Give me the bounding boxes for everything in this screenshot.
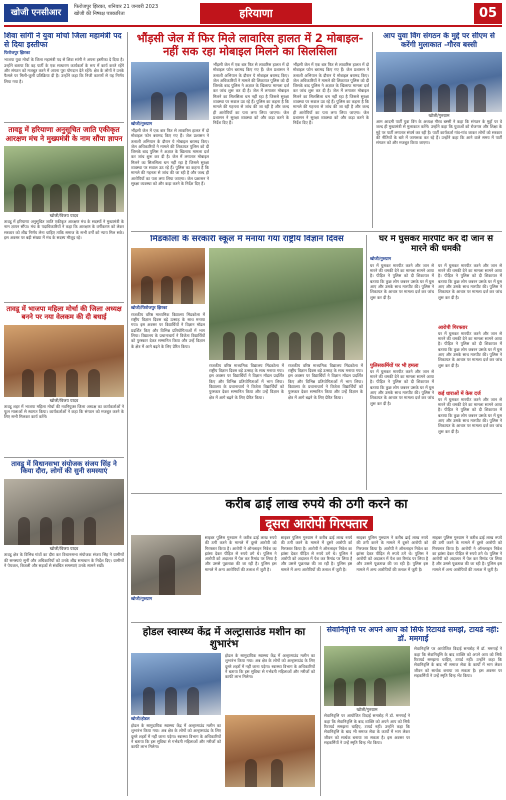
article-body-col2c: घर में घुसकर मारपीट करने और जान से मारने की धमकी देने का मामला सामने आया है। पीड़ित ने पुलिस को दी शिकायत में बताया कि कुछ लोग जबरन उसके घर में घुस आए और उसके साथ मारपीट की। पुलिस ने शिकायत के आधार पर मामला दर्ज कर जांच शुरू कर दी है। <box>438 396 502 434</box>
article-body-col2: सेवानिवृत्ति पर आयोजित विदाई समारोह में डॉ. ममगाईं ने कहा कि सेवानिवृत्ति के बाद व्यक्ति को अपने आप को सिर्फ रिटायर्ड समझना चाहिए, टायर्ड नहीं। उन्होंने कहा कि सेवानिवृत्ति के बाद भी समाज सेवा के कार्यों में भाग लेकर जीवन को सार्थक बनाया जा सकता है। इस अवसर पर सहकर्मियों ने उन्हें स्मृति चिन्ह भेंट किया। <box>414 646 502 678</box>
headline-retirement: सेवानिवृत्ति पर अपने आप को सिर्फ रिटायर्ड समझें, टायर्ड नहीं: डॉ. ममगाईं <box>326 626 500 643</box>
article-body-col3: भौंड़सी जेल में एक बार फिर से लावारिस हालत में दो मोबाइल फोन बरामद किए गए हैं। जेल प्रशासन ने तलाशी अभियान के दौरान ये मोबाइल बरामद किए। जेल अधिकारियों ने मामले की शिकायत पुलिस को दी जिसके बाद पुलिस ने अज्ञात के खिलाफ मामला दर्ज कर जांच शुरू कर दी है। जेल में लगातार मोबाइल मिलने का सिलसिला थम नहीं रहा है जिससे सुरक्षा व्यवस्था पर सवाल उठ रहे हैं। पुलिस का कहना है कि मामले की गहनता से जांच की जा रही है और जल्द ही आरोपियों का पता लगा लिया जाएगा। जेल प्रशासन ने सुरक्षा व्यवस्था को और कड़ा करने के निर्देश दिए हैं। <box>293 62 369 126</box>
edition-date: फिरोजपुर झिरका, शनिवार 21 जनवरी 2023 <box>74 4 159 10</box>
article-body-col1: घर में घुसकर मारपीट करने और जान से मारने की धमकी देने का मामला सामने आया है। पीड़ित ने पुलिस को दी शिकायत में बताया कि कुछ लोग जबरन उसके घर में घुस आए और उसके साथ मारपीट की। पुलिस ने शिकायत के आधार पर मामला दर्ज कर जांच शुरू कर दी है। <box>370 262 434 300</box>
headline-shiva-sangi: शिवा सांगी ने युवा मोर्चा जिला महामंत्री पद से दिया इस्तीफा <box>4 32 122 49</box>
photo-caption: खोजी/गुरुग्राम <box>356 707 378 713</box>
article-body: तावडू शहर में भाजपा महिला मोर्चा की नवनियुक्त जिला अध्यक्ष का कार्यकर्ताओं ने फूल मालाओं से स्वागत किया। कार्यकर्ताओं ने कहा कि संगठन को मजबूत करने के लिए सभी मिलकर कार्य करेंगे। <box>4 403 124 420</box>
students-photo <box>209 248 363 360</box>
article-body-col3: साइबर पुलिस गुरुग्राम ने करीब ढाई लाख रुपये की ठगी करने के मामले में दूसरे आरोपी को गिरफ्तार किया है। आरोपी ने ऑनलाइन निवेश का झांसा देकर पीड़ित से रुपये ठगे थे। पुलिस ने आरोपी को अदालत में पेश कर रिमांड पर लिया है और उससे पूछताछ की जा रही है। पुलिस इस मामले में अन्य आरोपियों की तलाश में जुटी है। <box>356 535 429 572</box>
assault-story <box>370 235 502 490</box>
article-body-col1: साइबर पुलिस गुरुग्राम ने करीब ढाई लाख रुपये की ठगी करने के मामले में दूसरे आरोपी को गिरफ्तार किया है। आरोपी ने ऑनलाइन निवेश का झांसा देकर पीड़ित से रुपये ठगे थे। पुलिस ने आरोपी को अदालत में पेश कर रिमांड पर लिया है और उससे पूछताछ की जा रही है। पुलिस इस मामले में अन्य आरोपियों की तलाश में जुटी है। <box>204 535 277 572</box>
headline-hodal-ultrasound: होडल स्वास्थ्य केंद्र में अल्ट्रासाउंड मशीन का शुभारंभ <box>142 626 306 650</box>
newspaper-logo: खोजी एनसीआर <box>4 4 68 22</box>
headline-house-assault: घर में घुसकर मारपीट कर दी जान से मारने की धमकी <box>378 235 494 254</box>
aap-meeting-photo <box>376 52 502 112</box>
photo-caption: खोजी/गुरुग्राम <box>428 113 450 119</box>
headline-bhondsi-jail: भौंड़सी जेल में फिर मिले लावारिस हालत में 2 मोबाइल-नहीं सक रहा मोबाइल मिलने का सिलसिला <box>136 32 364 58</box>
byline: खोजी/फिरोजपुर झिरका <box>131 304 168 310</box>
article-body: भाजपा युवा मोर्चा के जिला महामंत्री पद से शिवा सांगी ने अपना इस्तीफा दे दिया है। उन्होंने बताया कि वह पार्टी के एक साधारण कार्यकर्ता के रूप में कार्य करते रहेंगे और संगठन को मजबूत करने में अपना पूरा योगदान देते रहेंगे। क्षेत्र के लोगों ने उनके फैसले पर मिली-जुली प्रतिक्रिया दी है। उन्होंने कहा कि निजी कारणों से यह निर्णय लिया गया है। <box>4 57 124 84</box>
headline-sanjay-singh: तावडू में विधानसभा संयोजक संजय सिंह ने किया दौरा, लोगों की सुनी समस्याएं <box>11 459 117 476</box>
subhead: कई धाराओं में केस दर्ज <box>438 390 481 397</box>
ultrasound-story <box>131 626 317 796</box>
headline-mahila-morcha: तावडू में भाजपा महिला मोर्चा की जिला अध्यक्ष बनने पर नया वेलकम की दी बधाई <box>6 305 122 321</box>
accused-photo <box>131 535 201 595</box>
article-body-col2: भौंड़सी जेल में एक बार फिर से लावारिस हालत में दो मोबाइल फोन बरामद किए गए हैं। जेल प्रशासन ने तलाशी अभियान के दौरान ये मोबाइल बरामद किए। जेल अधिकारियों ने मामले की शिकायत पुलिस को दी जिसके बाद पुलिस ने अज्ञात के खिलाफ मामला दर्ज कर जांच शुरू कर दी है। जेल में लगातार मोबाइल मिलने का सिलसिला थम नहीं रहा है जिससे सुरक्षा व्यवस्था पर सवाल उठ रहे हैं। पुलिस का कहना है कि मामले की गहनता से जांच की जा रही है और जल्द ही आरोपियों का पता लगा लिया जाएगा। जेल प्रशासन ने सुरक्षा व्यवस्था को और कड़ा करने के निर्देश दिए हैं। <box>213 62 289 126</box>
article-body-col2: राजकीय वरिष्ठ माध्यमिक विद्यालय मिंडकोला में राष्ट्रीय विज्ञान दिवस बड़े उत्साह के साथ मनाया गया। इस अवसर पर विद्यार्थियों ने विज्ञान मॉडल प्रदर्शित किए और विभिन्न प्रतियोगिताओं में भाग लिया। विद्यालय के प्रधानाचार्य ने विजेता विद्यार्थियों को पुरस्कार देकर सम्मानित किया और उन्हें विज्ञान के क्षेत्र में आगे बढ़ने के लिए प्रेरित किया। <box>209 362 284 400</box>
fraud-story <box>131 497 502 619</box>
headline-fraud-line1: करीब ढाई लाख रुपये की ठगी करने का <box>225 497 408 511</box>
section-title: हरियाणा <box>200 3 312 24</box>
page-number: 05 <box>474 3 502 24</box>
main-story <box>131 32 369 228</box>
photo-caption: खोजी/विजय यादव <box>49 397 79 403</box>
subhead: पुलिसकर्मियों पर भी हमला <box>370 362 419 369</box>
masthead <box>4 3 502 27</box>
article-body-col1: होडल के सामुदायिक स्वास्थ्य केंद्र में अल्ट्रासाउंड मशीन का शुभारंभ किया गया। अब क्षेत्र के लोगों को अल्ट्रासाउंड के लिए दूसरे शहरों में नहीं जाना पड़ेगा। स्वास्थ्य विभाग के अधिकारियों ने बताया कि इस सुविधा से गर्भवती महिलाओं और मरीजों को काफी लाभ मिलेगा। <box>131 723 221 750</box>
subhead: आरोपी गिरफ्तार <box>438 324 468 331</box>
article-body: आम आदमी पार्टी युवा विंग के अध्यक्ष गौरव बस्सी ने कहा कि संगठन के मुद्दों पर वे जल्द ही मुख्यमंत्री से मुलाकात करेंगे। उन्होंने कहा कि युवाओं को रोजगार और शिक्षा के मुद्दे पर पार्टी लगातार संघर्ष कर रही है। पार्टी कार्यकर्ता गांव-गांव जाकर लोगों को सरकार की नीतियों के बारे में जागरूक कर रहे हैं। उन्होंने कहा कि आने वाले समय में पार्टी संगठन को और मजबूत किया जाएगा। <box>376 119 502 146</box>
machine-photo <box>225 715 315 787</box>
byline: खोजी/गुरुग्राम <box>370 255 392 261</box>
tagline: खोजी की निष्पक्ष पत्रकारिता <box>74 11 125 17</box>
right-story <box>376 32 502 228</box>
headline-mindkola-school: मिंडकोला के सरकारी स्कूल में मनाया गया राष्ट्रीय विज्ञान दिवस <box>150 235 344 244</box>
article-body: तावडू क्षेत्र के विभिन्न गांवों का दौरा कर विधानसभा संयोजक संजय सिंह ने ग्रामीणों की समस्याएं सुनीं और अधिकारियों को उनके शीघ्र समाधान के निर्देश दिए। ग्रामीणों ने पेयजल, बिजली और सड़कों से संबंधित समस्याएं उनके सामने रखीं। <box>4 552 124 568</box>
mahila-morcha-photo <box>4 325 124 397</box>
byline: फिरोजपुर झिरका <box>4 50 31 56</box>
photo-caption: खोजी/विजय यादव <box>49 546 79 552</box>
sanjay-singh-photo <box>4 479 124 545</box>
retirement-story <box>324 626 502 796</box>
article-body-col1b: घर में घुसकर मारपीट करने और जान से मारने की धमकी देने का मामला सामने आया है। पीड़ित ने पुलिस को दी शिकायत में बताया कि कुछ लोग जबरन उसके घर में घुस आए और उसके साथ मारपीट की। पुलिस ने शिकायत के आधार पर मामला दर्ज कर जांच शुरू कर दी है। <box>370 368 434 406</box>
byline: खोजी/गुरुग्राम <box>131 596 153 601</box>
byline: खोजी/होडल <box>131 716 150 721</box>
article-body-col2: साइबर पुलिस गुरुग्राम ने करीब ढाई लाख रुपये की ठगी करने के मामले में दूसरे आरोपी को गिरफ्तार किया है। आरोपी ने ऑनलाइन निवेश का झांसा देकर पीड़ित से रुपये ठगे थे। पुलिस ने आरोपी को अदालत में पेश कर रिमांड पर लिया है और उससे पूछताछ की जा रही है। पुलिस इस मामले में अन्य आरोपियों की तलाश में जुटी है। <box>280 535 353 572</box>
photo-caption: खोजी/विजय यादव <box>49 213 79 218</box>
article-body-col1: राजकीय वरिष्ठ माध्यमिक विद्यालय मिंडकोला में राष्ट्रीय विज्ञान दिवस बड़े उत्साह के साथ मनाया गया। इस अवसर पर विद्यार्थियों ने विज्ञान मॉडल प्रदर्शित किए और विभिन्न प्रतियोगिताओं में भाग लिया। विद्यालय के प्रधानाचार्य ने विजेता विद्यार्थियों को पुरस्कार देकर सम्मानित किया और उन्हें विज्ञान के क्षेत्र में आगे बढ़ने के लिए प्रेरित किया। <box>131 311 205 349</box>
farewell-photo <box>324 646 410 706</box>
article-body-col1: भौंड़सी जेल में एक बार फिर से लावारिस हालत में दो मोबाइल फोन बरामद किए गए हैं। जेल प्रशासन ने तलाशी अभियान के दौरान ये मोबाइल बरामद किए। जेल अधिकारियों ने मामले की शिकायत पुलिस को दी जिसके बाद पुलिस ने अज्ञात के खिलाफ मामला दर्ज कर जांच शुरू कर दी है। जेल में लगातार मोबाइल मिलने का सिलसिला थम नहीं रहा है जिससे सुरक्षा व्यवस्था पर सवाल उठ रहे हैं। पुलिस का कहना है कि मामले की गहनता से जांच की जा रही है और जल्द ही आरोपियों का पता लगा लिया जाएगा। जेल प्रशासन ने सुरक्षा व्यवस्था को और कड़ा करने के निर्देश दिए हैं। <box>131 128 209 186</box>
article-body-col4: साइबर पुलिस गुरुग्राम ने करीब ढाई लाख रुपये की ठगी करने के मामले में दूसरे आरोपी को गिरफ्तार किया है। आरोपी ने ऑनलाइन निवेश का झांसा देकर पीड़ित से रुपये ठगे थे। पुलिस ने आरोपी को अदालत में पेश कर रिमांड पर लिया है और उससे पूछताछ की जा रही है। पुलिस इस मामले में अन्य आरोपियों की तलाश में जुटी है। <box>432 535 502 572</box>
article-body-col3: राजकीय वरिष्ठ माध्यमिक विद्यालय मिंडकोला में राष्ट्रीय विज्ञान दिवस बड़े उत्साह के साथ मनाया गया। इस अवसर पर विद्यार्थियों ने विज्ञान मॉडल प्रदर्शित किए और विभिन्न प्रतियोगिताओं में भाग लिया। विद्यालय के प्रधानाचार्य ने विजेता विद्यार्थियों को पुरस्कार देकर सम्मानित किया और उन्हें विज्ञान के क्षेत्र में आगे बढ़ने के लिए प्रेरित किया। <box>288 362 363 400</box>
headline-aap-youth: आप युवा विंग संगठन के मुद्दे पर सीएम से करेंगी मुलाकात -गौरव बस्सी <box>383 32 495 49</box>
jail-photo <box>131 62 209 120</box>
article-body: तावडू में हरियाणा अनुसूचित जाति एकीकृत आरक्षण मंच के सदस्यों ने मुख्यमंत्री के नाम ज्ञापन सौंपा। मंच के पदाधिकारियों ने कहा कि आरक्षण के वर्गीकरण को लेकर सरकार को शीघ्र निर्णय लेना चाहिए ताकि समाज के सभी वर्गों को न्याय मिल सके। इस अवसर पर बड़ी संख्या में मंच के सदस्य मौजूद रहे। <box>4 219 124 240</box>
science-day-photo <box>131 248 205 304</box>
article-body-col1: सेवानिवृत्ति पर आयोजित विदाई समारोह में डॉ. ममगाईं ने कहा कि सेवानिवृत्ति के बाद व्यक्ति को अपने आप को सिर्फ रिटायर्ड समझना चाहिए, टायर्ड नहीं। उन्होंने कहा कि सेवानिवृत्ति के बाद भी समाज सेवा के कार्यों में भाग लेकर जीवन को सार्थक बनाया जा सकता है। इस अवसर पर सहकर्मियों ने उन्हें स्मृति चिन्ह भेंट किया। <box>324 713 410 745</box>
masthead-meta <box>74 4 158 18</box>
article-body-col2: घर में घुसकर मारपीट करने और जान से मारने की धमकी देने का मामला सामने आया है। पीड़ित ने पुलिस को दी शिकायत में बताया कि कुछ लोग जबरन उसके घर में घुस आए और उसके साथ मारपीट की। पुलिस ने शिकायत के आधार पर मामला दर्ज कर जांच शुरू कर दी है। <box>438 262 502 300</box>
headline-fraud-line2: दूसरा आरोपी गिरफ्तार <box>260 516 374 531</box>
school-story <box>131 235 363 490</box>
inauguration-photo <box>131 653 221 715</box>
memorandum-photo <box>4 146 124 212</box>
headline-tauru-memorandum: तावडू में हरियाणा अनुसूचित जाति एकीकृत आरक्षण मंच ने मुख्यमंत्री के नाम सौंपा ज्ञापन <box>5 125 123 143</box>
byline: खोजी/गुरुग्राम <box>131 121 153 126</box>
article-body-col2b: घर में घुसकर मारपीट करने और जान से मारने की धमकी देने का मामला सामने आया है। पीड़ित ने पुलिस को दी शिकायत में बताया कि कुछ लोग जबरन उसके घर में घुस आए और उसके साथ मारपीट की। पुलिस ने शिकायत के आधार पर मामला दर्ज कर जांच शुरू कर दी है। <box>438 330 502 368</box>
left-column <box>4 32 124 796</box>
article-body-col2: होडल के सामुदायिक स्वास्थ्य केंद्र में अल्ट्रासाउंड मशीन का शुभारंभ किया गया। अब क्षेत्र के लोगों को अल्ट्रासाउंड के लिए दूसरे शहरों में नहीं जाना पड़ेगा। स्वास्थ्य विभाग के अधिकारियों ने बताया कि इस सुविधा से गर्भवती महिलाओं और मरीजों को काफी लाभ मिलेगा। <box>225 653 315 680</box>
